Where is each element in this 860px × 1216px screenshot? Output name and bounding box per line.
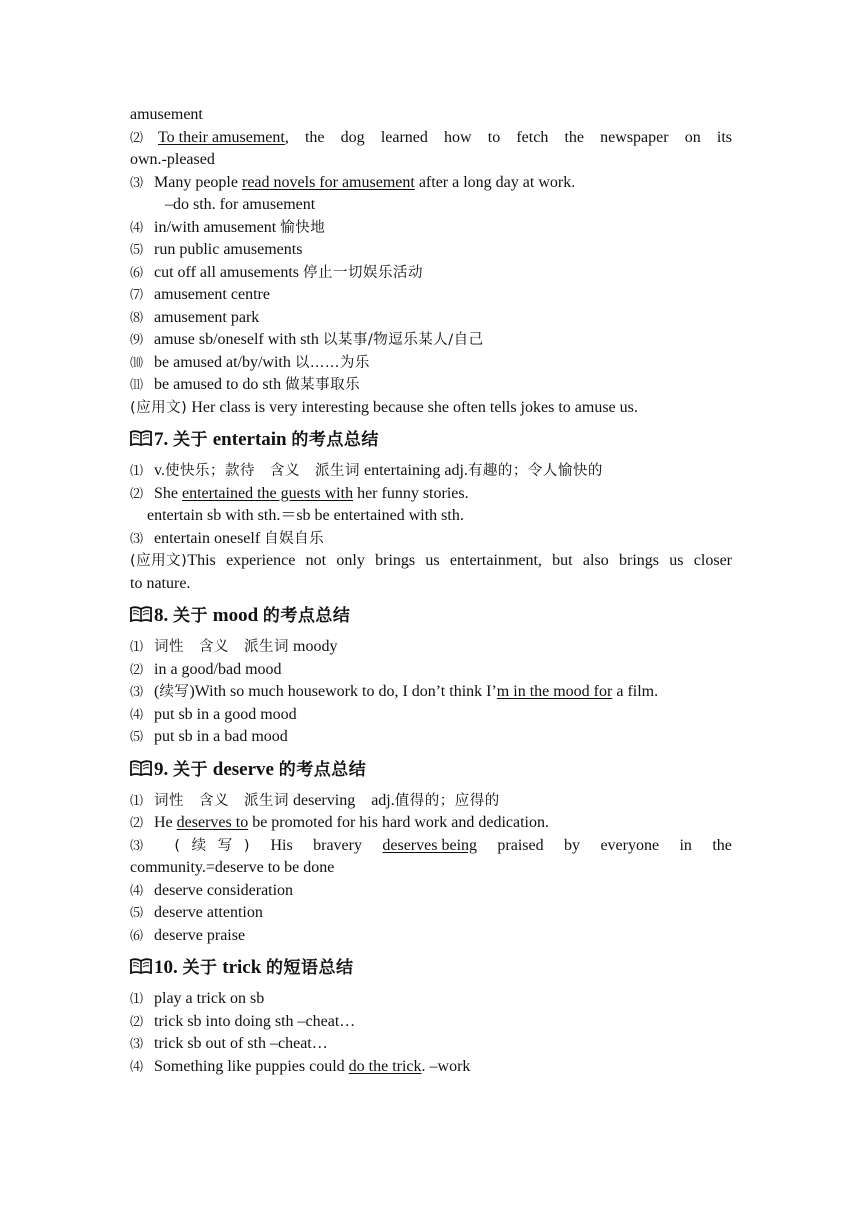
- item-number: ⑸: [130, 729, 144, 744]
- text-line: (应用文) This experience not only brings us entertainment, but also brings us closer: [130, 552, 732, 569]
- list-item: ⑵ She entertained the guests with her funny stories.: [130, 483, 732, 506]
- item-number: ⑷: [130, 219, 144, 235]
- list-item: ⑸ run public amusements: [130, 239, 732, 262]
- underlined-phrase: deserves being: [382, 836, 478, 854]
- list-item: ⑻ amusement park: [130, 307, 732, 330]
- item-number: ⑴: [130, 639, 144, 654]
- list-item: ⑾ be amused to do sth 做某事取乐: [130, 374, 732, 397]
- item-number: ⑵: [130, 485, 144, 501]
- item-number: ⑵: [130, 661, 144, 677]
- section-heading-9: 9. 关于 deserve 的考点总结: [130, 758, 732, 782]
- item-number: ⑸: [130, 905, 144, 920]
- book-icon: [130, 760, 152, 776]
- text-line: –do sth. for amusement: [165, 196, 316, 213]
- list-item: ⑹ cut off all amusements 停止一切娱乐活动: [130, 262, 732, 285]
- text-line: entertain sb with sth.＝sb be entertained with sth.: [147, 507, 464, 524]
- item-number: ⑽: [130, 354, 144, 370]
- text-line: own.-pleased: [130, 151, 215, 168]
- item-number: ⑻: [130, 309, 144, 325]
- item-number: ⑶: [130, 174, 144, 190]
- list-item: ⑹ deserve praise: [130, 925, 732, 948]
- list-item: ⑷ Something like puppies could do the trick. –work: [130, 1056, 732, 1079]
- text-segment: , the dog learned how to fetch the newspaper on its: [284, 128, 732, 146]
- text-line: community.=deserve to be done: [130, 859, 335, 876]
- underlined-phrase: To their amusement: [158, 128, 285, 146]
- underlined-phrase: deserves to: [176, 814, 249, 831]
- section-heading-8: 8. 关于 mood 的考点总结: [130, 604, 732, 628]
- list-item: ⑵ trick sb into doing sth –cheat…: [130, 1011, 732, 1034]
- item-number: ⑶: [130, 837, 144, 853]
- book-icon: [130, 958, 152, 974]
- list-item: ⑴ v.使快乐；款待 含义 派生词 entertaining adj.有趣的；令人愉快的: [130, 460, 732, 483]
- item-number: ⑴: [130, 463, 144, 478]
- item-number: ⑶: [130, 1036, 144, 1051]
- item-number: ⑷: [130, 882, 144, 898]
- list-item: ⑴ 词性 含义 派生词 moody: [130, 636, 732, 659]
- list-item: ⑵ He deserves to be promoted for his hard work and dedication.: [130, 812, 732, 835]
- section-heading-10: 10. 关于 trick 的短语总结: [130, 956, 732, 980]
- list-item: ⑺ amusement centre: [130, 284, 732, 307]
- text-line: ⑶ Many people read novels for amusement after a long day at work.: [130, 172, 732, 195]
- item-number: ⑵: [130, 815, 144, 830]
- list-item: ⑸ deserve attention: [130, 902, 732, 925]
- item-number: ⑷: [130, 1058, 144, 1074]
- item-number: ⑷: [130, 706, 144, 722]
- item-number: ⑴: [130, 792, 144, 808]
- list-item: ⑴ 词性 含义 派生词 deserving adj.值得的；应得的: [130, 790, 732, 813]
- underlined-phrase: do the trick: [348, 1057, 422, 1075]
- document-page: [130, 104, 732, 1078]
- list-item: ⑷ put sb in a good mood: [130, 704, 732, 727]
- list-item: ⑶ trick sb out of sth –cheat…: [130, 1033, 732, 1056]
- list-item: ⑵ in a good/bad mood: [130, 659, 732, 682]
- item-number: ⑸: [130, 242, 144, 257]
- list-item: ⑸ put sb in a bad mood: [130, 726, 732, 749]
- list-item: ⑶ entertain oneself 自娱自乐: [130, 528, 732, 551]
- item-number: ⑴: [130, 991, 144, 1006]
- list-item: ⑴ play a trick on sb: [130, 988, 732, 1011]
- item-number: ⑵: [130, 1013, 144, 1029]
- list-item: ⑽ be amused at/by/with 以……为乐: [130, 352, 732, 375]
- item-number: ⑺: [130, 287, 144, 302]
- list-item: ⑷ deserve consideration: [130, 880, 732, 903]
- item-number: ⑶: [130, 530, 144, 546]
- text-line: [130, 127, 732, 150]
- item-number: ⑼: [130, 332, 144, 347]
- book-icon: [130, 430, 152, 446]
- underlined-phrase: m in the mood for: [496, 683, 613, 700]
- list-item: ⑷ in/with amusement 愉快地: [130, 217, 732, 240]
- item-number: ⑹: [130, 927, 144, 943]
- item-number: ⑶: [130, 684, 144, 699]
- item-number: ⑹: [130, 264, 144, 280]
- book-icon: [130, 606, 152, 622]
- text-line: to nature.: [130, 574, 191, 592]
- item-number: ⑾: [130, 377, 144, 392]
- text-line: amusement: [130, 106, 203, 123]
- section-heading-7: 7. 关于 entertain 的考点总结: [130, 428, 732, 452]
- underlined-phrase: read novels for amusement: [241, 173, 415, 191]
- text-line: (应用文) Her class is very interesting because she often tells jokes to amuse us.: [130, 398, 638, 416]
- list-item: ⑼ amuse sb/oneself with sth 以某事/物逗乐某人/自己: [130, 329, 732, 352]
- underlined-phrase: entertained the guests with: [182, 484, 354, 502]
- item-number: ⑵: [130, 129, 144, 145]
- list-item: ⑶ ( 续 写 ) His bravery deserves being praised by everyone in the: [130, 835, 732, 858]
- list-item: ⑶ (续写)With so much housework to do, I don’t think I’m in the mood for a film.: [130, 681, 732, 704]
